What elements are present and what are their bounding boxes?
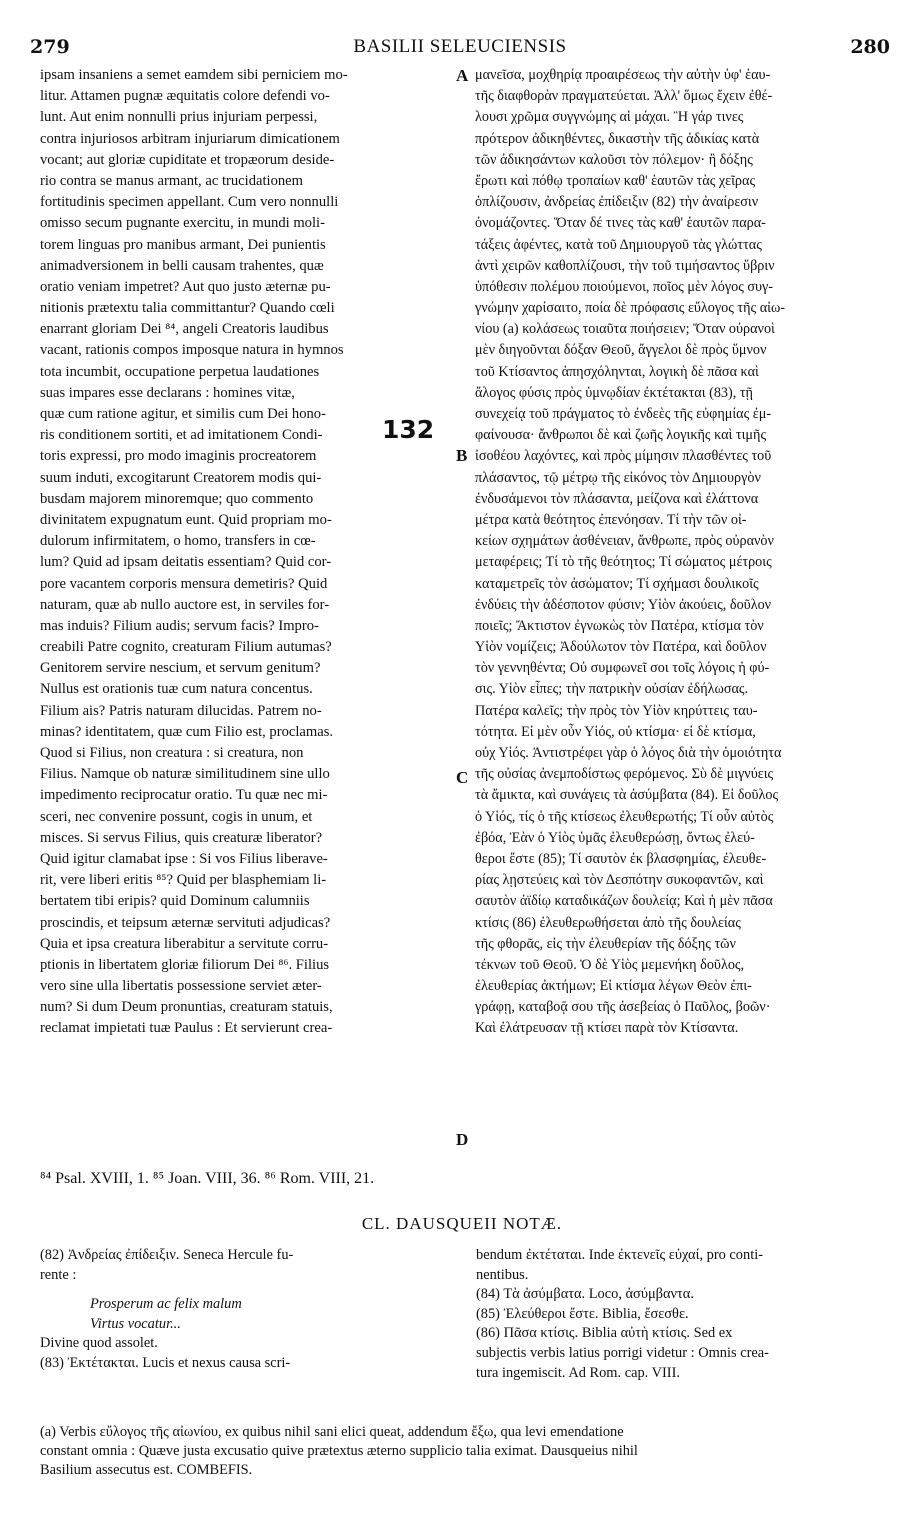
latin-text-line: animadversionem in belli causam trahentes, quæ	[40, 257, 324, 274]
greek-text-line: τῆς φθορᾶς, εἰς τὴν ἐλευθερίαν τῆς δόξης τῶν	[475, 935, 736, 952]
note-line: (83) Ἐκτέτακται. Lucis et nexus causa scri-	[40, 1354, 291, 1371]
greek-text-line: τέκνων τοῦ Θεοῦ. Ὁ δὲ Υἱὸς μεμενήκη δοῦλος,	[475, 956, 745, 973]
latin-text-line: fortitudinis specimen appellant. Cum vero nonnulli	[40, 194, 339, 211]
latin-text-line: rio contra se manus armant, ac trucidationem	[40, 172, 303, 189]
latin-text-line: busdam majorem minoremque; quo commento	[40, 490, 314, 507]
footnote-line: Basilium assecutus est. COMBEFIS.	[40, 1462, 253, 1478]
page-number-right: 280	[850, 36, 890, 58]
latin-text-line: Quia et ipsa creatura liberabitur a servitute corru-	[40, 935, 329, 952]
page-number-left: 279	[30, 36, 70, 58]
latin-text-line: reclamat impietati tuæ Paulus : Et servierunt crea-	[40, 1020, 333, 1037]
latin-text-line: nitionis prætextu talia committantur? Quando cœli	[40, 300, 335, 317]
greek-text-line: μέτρα κατὰ θεότητος ἐπενόησαν. Τί τὴν τῶν οἰ-	[475, 511, 747, 528]
greek-text-line: ἐλευθερίας ἀκτήμων; Εἰ κτίσμα λέγων Θεὸν ἐπι-	[475, 978, 752, 995]
latin-text-line: contra injuriosos arbitram injuriarum dimicationem	[40, 130, 340, 147]
note-line: tura ingemiscit. Ad Rom. cap. VIII.	[476, 1364, 680, 1381]
note-line: bendum ἐκτέταται. Inde ἐκτενεῖς εὐχαί, pro conti-	[476, 1247, 763, 1263]
note-line: (82) Ἀνδρείας ἐπίδειξιν. Seneca Hercule fu-	[40, 1247, 294, 1263]
footnote-line: constant omnia : Quæve justa excusatio quive prætextus æterno supplicio talia eximat. Dausqueius nihil	[40, 1443, 638, 1459]
greek-text-line: τῆς οὐσίας ἀνεμποδίστως φερόμενος. Σὺ δὲ μιγνύεις	[475, 766, 774, 783]
greek-text-line: ὀνομάζοντες. Ὅταν δέ τινες τὰς καθ' ἑαυτῶν παρα-	[475, 215, 766, 232]
latin-text-line: dulorum infirmitatem, o homo, transfers in cœ-	[40, 533, 316, 550]
latin-text-line: Filium ais? Patris naturam dilucidas. Patrem no-	[40, 702, 322, 719]
latin-text-line: rit, vere liberi eritis ⁸⁵? Quid per blasphemiam li-	[40, 872, 327, 889]
note-line: (85) Ἐλεύθεροι ἔστε. Biblia, ἔσεσθε.	[476, 1305, 689, 1322]
greek-text-line: τὸν γεννηθέντα; Οὐ συμφωνεῖ σοι τοῖς λόγοις ἡ φύ-	[475, 660, 770, 677]
greek-text-line: τὰ ἄμικτα, καὶ συνάγεις τὰ ἀσύμβατα (84). Εἰ δοῦλος	[475, 787, 779, 804]
greek-text-line: πλάσαντος, τῷ μέτρῳ τῆς εἰκόνος τὸν Δημιουργὸν	[475, 469, 761, 486]
latin-column	[40, 65, 448, 1040]
latin-text-line: Quod si Filius, non creatura : si creatura, non	[40, 745, 304, 761]
latin-text-line: num? Si dum Deum pronuntias, creaturam statuis,	[40, 999, 333, 1016]
greek-text-line: θεροι ἔστε (85); Τί σαυτὸν ἐκ βλασφημίας, ἐλευθε-	[475, 850, 767, 867]
greek-text-line: ἐνδυσάμενοι τὸν πλάσαντα, μείζονα καὶ ἐλάττονα	[475, 490, 759, 507]
note-line: subjectis verbis latius porrigi videtur : Omnis crea-	[476, 1344, 769, 1361]
notes-title: CL. DAUSQUEII NOTÆ.	[361, 1214, 563, 1233]
latin-text-line: naturam, quæ ab nullo auctore est, in serviles for-	[40, 596, 330, 613]
latin-text-line: suum induti, excogitarunt Creatorem modis qui-	[40, 469, 322, 486]
greek-text-line: ἄλογος φύσις πρὸς ὑμνῳδίαν ἐκτέτακται (83), τῇ	[475, 384, 753, 401]
greek-text-line: ὁπλίζουσιν, ἀνδρείας ἐπίδειξιν (82) τὴν ἀναίρεσιν	[475, 194, 759, 211]
section-marker-a: A	[456, 66, 469, 85]
latin-text-line: enarrant gloriam Dei ⁸⁴, angeli Creatoris laudibus	[40, 321, 329, 338]
greek-text-line: συνεχείᾳ τοῦ πράγματος τὸ ἐνδεὲς τῆς εὐφημίας ἐμ-	[475, 406, 772, 422]
greek-text-line: ρίας λῃστεύεις καὶ τὸν Δεσπότην συκοφαντῶν, καὶ	[475, 872, 764, 889]
latin-text-line: lum? Quid ad ipsam deitatis essentiam? Quid cor-	[40, 554, 332, 571]
latin-text-line: Nullus est orationis tuæ cum natura concentus.	[40, 681, 313, 698]
latin-text-line: oratio veniam impetret? Aut quo justo æternæ pu-	[40, 278, 331, 295]
editor-footnote	[40, 1423, 888, 1480]
latin-text-line: creabili Patre cognito, creaturam Filium autumas?	[40, 639, 332, 656]
latin-text-line: vero sine ulla libertatis possessione serviet æter-	[40, 978, 322, 995]
latin-text-line: tota incumbit, occupatione perpetua laudationes	[40, 363, 320, 380]
latin-text-line: quæ cum ratione agitur, et similis cum Dei hono-	[40, 406, 326, 422]
greek-text-line: σαυτὸν ἀϊδίῳ καταδικάζων δουλείᾳ; Καὶ ἡ μὲν πᾶσα	[475, 893, 773, 910]
greek-text-line: σις. Υἱὸν εἶπες; τὴν πατρικὴν οὐσίαν ἐδήλωσας.	[475, 681, 749, 698]
section-marker-b: B	[456, 446, 468, 465]
latin-text-line: sceri, nec convenire possunt, cogis in unum, et	[40, 808, 313, 825]
latin-text-line: Filius. Namque ob naturæ similitudinem sine ullo	[40, 766, 330, 783]
note-line: (84) Τὰ ἀσύμβατα. Loco, ἀσύμβαντα.	[476, 1286, 694, 1303]
greek-text-line: γνώμην χαρίσαιτο, ποία δὲ πρόφασις εὔλογος τῆς αἰω-	[475, 300, 786, 317]
footnote-line: (a) Verbis εὔλογος τῆς αἰωνίου, ex quibus nihil sani elici queat, addendum ἔξω, qua levi emendatione	[40, 1424, 624, 1440]
latin-text-line: minas? identitatem, quæ cum Filio est, proclamas.	[40, 723, 334, 740]
latin-text-line: ptionis in libertatem gloriæ filiorum Dei ⁸⁶. Filius	[40, 956, 330, 973]
latin-text-line: omisso secum pugnante exercitu, in mundi moli-	[40, 215, 325, 232]
quoted-verse-line: Prosperum ac felix malum	[90, 1296, 242, 1313]
latin-text-line: proscindis, et teipsum æternæ servituti adjudicas?	[40, 914, 331, 931]
greek-text-line: Καὶ ἐλάτρευσαν τῇ κτίσει παρὰ τὸν Κτίσαντα.	[475, 1020, 739, 1037]
greek-text-line: τοῦ Κτίσαντος ἀπησχόληνται, λογικὴ δὲ πᾶσα καὶ	[475, 363, 759, 380]
greek-text-line: ὑπόθεσιν πολέμου ποιούμενοι, ποῖος μὲν λόγος συγ-	[475, 278, 774, 295]
greek-text-line: ἰσοθέου λαχόντες, καὶ πρὸς μίμησιν πλασθέντες τοῦ	[475, 448, 772, 465]
note-line: Divine quod assolet.	[40, 1335, 158, 1352]
greek-text-line: τῆς διαφθορὰν πραγματεύεται. Ἀλλ' ὅμως ἔχειν ἐθέ-	[475, 88, 773, 105]
greek-text-line: τάξεις ἀφέντες, κατὰ τοῦ Δημιουργοῦ τὰς γλώττας	[475, 236, 762, 253]
note-line: (86) Πᾶσα κτίσις. Biblia αὐτὴ κτίσις. Sed ex	[476, 1325, 733, 1342]
latin-text-line: toris expressi, pro modo imaginis procreatorem	[40, 448, 317, 465]
latin-text-line: vacant, rationis compos imposque natura in hymnos	[40, 342, 344, 359]
greek-text-line: τότητα. Εἰ μὲν οὖν Υἱός, οὐ κτίσμα· εἰ δὲ κτίσμα,	[475, 723, 756, 740]
running-title: BASILII SELEUCIENSIS	[353, 36, 567, 57]
latin-text-line: mas induis? Filium audis; servum facis? Impro-	[40, 617, 319, 634]
note-line: nentibus.	[476, 1266, 529, 1283]
greek-text-line: τῶν ἀδικησάντων καλοῦσι τὸν πόλεμον· ἢ δόξης	[475, 151, 753, 168]
quoted-verse-line: Virtus vocatur...	[90, 1315, 181, 1332]
latin-text-line: Quid igitur clamabat ipse : Si vos Filius liberave-	[40, 850, 328, 867]
latin-text-line: litur. Attamen pugnæ æquitatis colore defendi vo-	[40, 88, 330, 105]
greek-text-line: γράφῃ, καταβοᾷ σου τῆς ἀσεβείας ὁ Παῦλος, βοῶν·	[475, 999, 771, 1016]
latin-text-line: lunt. Aut enim nonnulli prius injuriam perpessi,	[40, 109, 318, 126]
latin-text-line: Genitorem servire nescium, et servum genitum?	[40, 660, 321, 677]
greek-text-line: νίου (a) κολάσεως τοιαῦτα ποιήσειεν; Ὅταν οὐρανοὶ	[475, 321, 775, 338]
latin-text-line: divinitatem expugnatum eunt. Quid propriam mo-	[40, 511, 332, 528]
latin-text-line: suas impares esse declarans : homines vitæ,	[40, 384, 295, 401]
section-marker-d: D	[456, 1130, 469, 1149]
latin-text-line: torem linguas pro manibus armant, Dei punientis	[40, 236, 326, 253]
note-line: rente :	[40, 1266, 77, 1283]
greek-text-line: Υἱὸν νομίζεις; Ἀδούλωτον τὸν Πατέρα, καὶ δοῦλον	[475, 639, 767, 656]
latin-text-line: pore vacantem corporis mensura demetiris? Quid	[40, 575, 328, 592]
greek-text-line: ἔρωτι καὶ πόθῳ τροπαίων καθ' ἑαυτῶν τὰς χεῖρας	[475, 172, 756, 189]
greek-text-line: ποιεῖς; Ἄκτιστον ἐγνωκὼς τὸν Πατέρα, κτίσμα τὸν	[475, 617, 764, 634]
notes-right-column	[476, 1246, 888, 1383]
latin-text-line: bertatem tibi eripis? quid Dominum calumniis	[40, 893, 310, 910]
latin-text-line: misces. Si servus Filius, quis creaturæ liberator?	[40, 829, 323, 846]
greek-text-line: μανεῖσα, μοχθηρίᾳ προαιρέσεως τὴν αὐτὴν ὑφ' ἑαυ-	[475, 67, 771, 83]
column-number: 132	[382, 415, 435, 444]
greek-text-line: οὐχ Υἱός. Ἀντιστρέφει γὰρ ὁ λόγος διὰ τὴν ὁμοιότητα	[475, 745, 782, 761]
greek-text-line: λουσι χρῶμα συγγνώμης αἱ μάχαι. Ἢ γάρ τινες	[475, 109, 744, 126]
greek-text-line: μὲν διηγοῦνται δόξαν Θεοῦ, ἄγγελοι δὲ πρὸς ὕμνον	[475, 342, 767, 359]
biblical-references: ⁸⁴ Psal. XVIII, 1. ⁸⁵ Joan. VIII, 36. ⁸⁶ Rom. VIII, 21.	[40, 1170, 375, 1187]
greek-text-line: μεταφέρεις; Τί τὸ τῆς θεότητος; Τί σώματος μέτροις	[475, 554, 772, 571]
greek-text-line: Πατέρα καλεῖς; τὴν πρὸς τὸν Υἱὸν κηρύττεις ταυ-	[475, 702, 758, 719]
notes-left-column	[40, 1246, 452, 1374]
latin-text-line: vocant; aut gloriæ cupiditate et tropæorum deside-	[40, 151, 335, 168]
greek-text-line: καταμετρεῖς τὸν ἀσώματον; Τί σχήμασι δουλικοῖς	[475, 575, 759, 592]
greek-text-line: κείων σχημάτων ἀσθένειαν, ἄνθρωπε, πρὸς οὐρανὸν	[475, 533, 774, 550]
latin-text-line: ipsam insaniens a semet eamdem sibi perniciem mo-	[40, 67, 348, 83]
section-marker-c: C	[456, 768, 469, 787]
greek-column	[475, 65, 890, 1040]
latin-text-line: ris conditionem sortiti, et ad imitationem Condi-	[40, 427, 323, 444]
greek-text-line: ἀντὶ χειρῶν καθοπλίζουσι, τὴν τοῦ τιμήσαντος ὕβριν	[475, 257, 775, 274]
greek-text-line: ὁ Υἱός, τίς ὁ τῆς κτίσεως ἐλευθερωτής; Τί οὖν αὐτὸς	[475, 808, 774, 825]
greek-text-line: ἐνδύεις τὴν ἀδέσποτον φύσιν; Υἱὸν ἀκούεις, δοῦλον	[475, 596, 772, 613]
greek-text-line: πρότερον ἀδικηθέντες, δικαστὴν τῆς ἀδικίας κατὰ	[475, 130, 760, 147]
greek-text-line: φαίνουσα· ἄνθρωποι δὲ καὶ ζωῆς λογικῆς καὶ τιμῆς	[475, 427, 767, 444]
greek-text-line: κτίσις (86) ἐλευθερωθήσεται ἀπὸ τῆς δουλείας	[475, 914, 741, 931]
page-header	[30, 36, 890, 62]
latin-text-line: impedimento reciprocatur oratio. Tu quæ nec mi-	[40, 787, 328, 804]
greek-text-line: ἐβόα, Ἐὰν ὁ Υἱὸς ὑμᾶς ἐλευθερώσῃ, ὄντως ἐλεύ-	[475, 829, 755, 846]
